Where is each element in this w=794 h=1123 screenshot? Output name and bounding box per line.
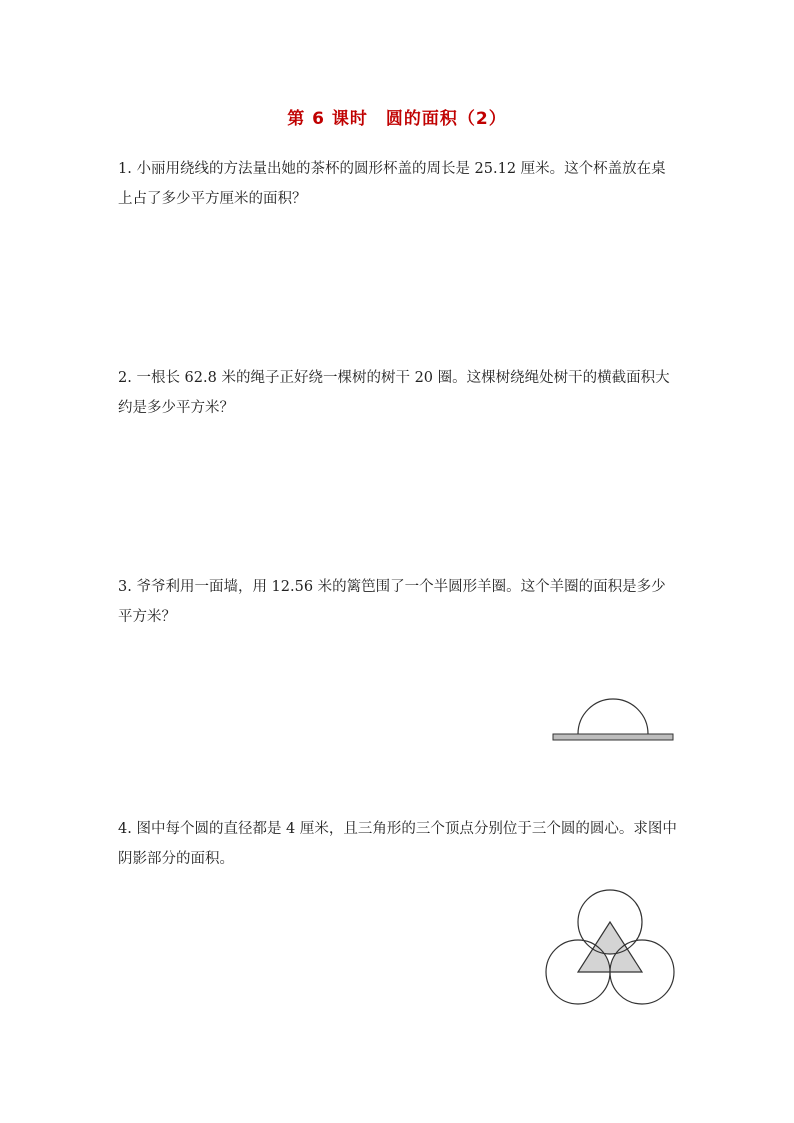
question-text: 小丽用绕线的方法量出她的茶杯的圆形杯盖的周长是 25.12 厘米。这个杯盖放在桌上占了多少平方厘米的面积？ <box>118 161 666 207</box>
wall-bar <box>553 734 673 740</box>
question-1 <box>118 154 678 214</box>
question-number: 4. <box>118 821 132 837</box>
question-number: 3. <box>118 579 132 595</box>
semicircle-arc <box>578 699 648 734</box>
semicircle-pen-figure <box>548 694 678 746</box>
question-text: 图中每个圆的直径都是 4 厘米，且三角形的三个顶点分别位于三个圆的圆心。求图中阴影部分的面积。 <box>118 821 677 867</box>
question-3 <box>118 572 678 632</box>
question-number: 2. <box>118 370 132 386</box>
semicircle-pen-diagram <box>548 694 678 746</box>
question-2 <box>118 363 678 423</box>
question-4 <box>118 814 678 874</box>
three-circles-figure <box>540 884 680 1014</box>
page-title: 第 6 课时 圆的面积（2） <box>287 109 507 129</box>
question-text: 爷爷利用一面墙，用 12.56 米的篱笆围了一个半圆形羊圈。这个羊圈的面积是多少平方米？ <box>118 579 666 625</box>
question-number: 1. <box>118 161 132 177</box>
question-text: 一根长 62.8 米的绳子正好绕一棵树的树干 20 圈。这棵树绕绳处树干的横截面积大约是多少平方米？ <box>118 370 670 416</box>
three-circles-diagram <box>540 884 680 1014</box>
